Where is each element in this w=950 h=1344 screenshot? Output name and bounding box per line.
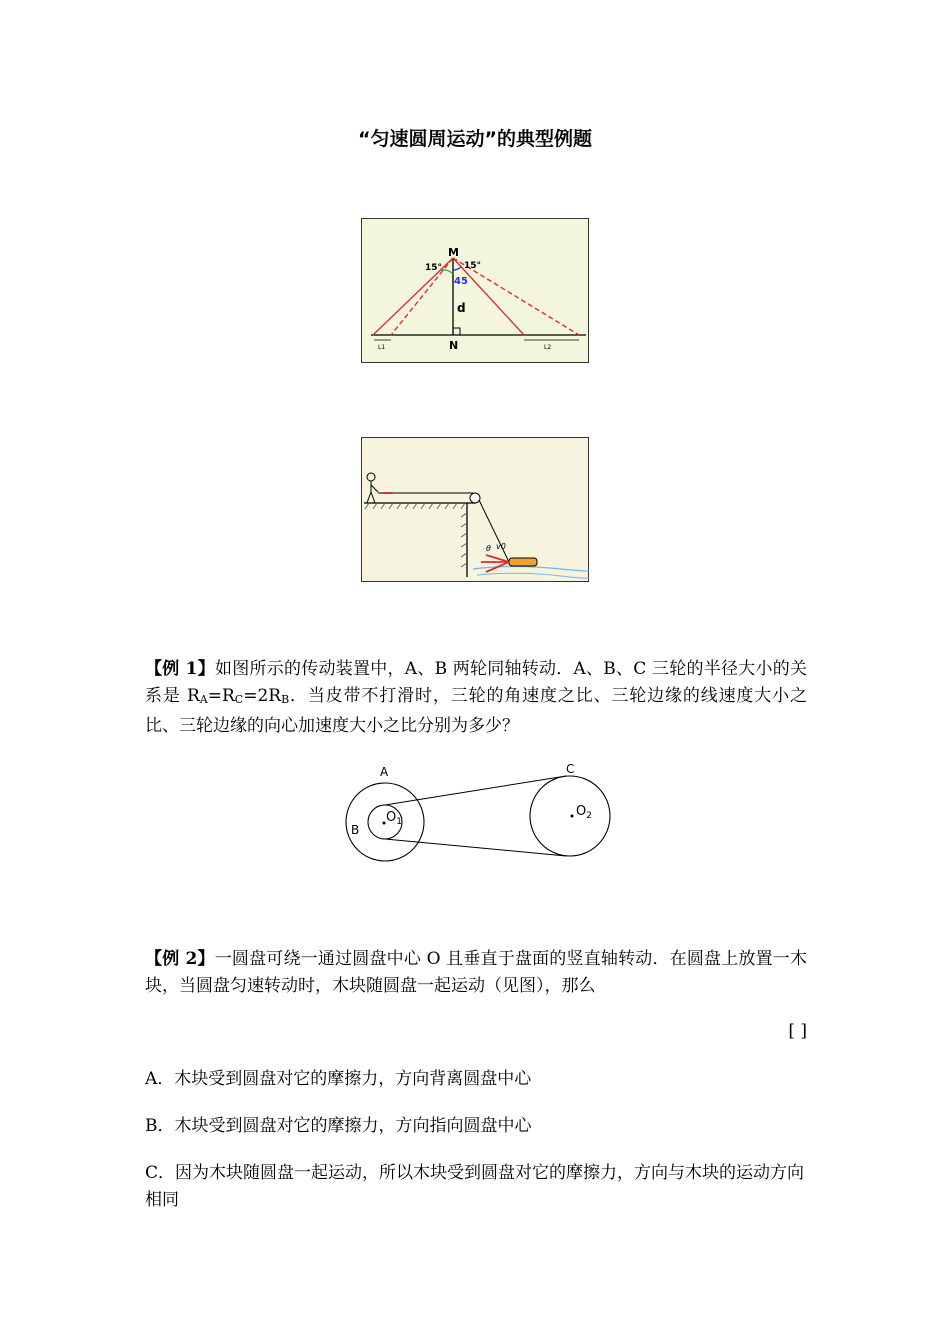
example-2-text: 【例 2】一圆盘可绕一通过圆盘中心 O 且垂直于盘面的竖直轴转动．在圆盘上放置一木块，当圆盘匀速转动时，木块随圆盘一起运动（见图），那么 <box>145 949 808 996</box>
label-angle-left: 15° <box>425 263 443 273</box>
example-1-tag: 【例 1】 <box>145 659 216 679</box>
example-1-text: 【例 1】如图所示的传动装置中，A、B 两轮同轴转动．A、B、C 三轮的半径大小的关系是 $R_A=R_C=2R_B$．当皮带不打滑时，三轮的角速度之比、三轮边缘的线速度大小之比、三轮边缘的向心加速度大小之比分别为多少？ <box>145 659 807 736</box>
page-title: “匀速圆周运动”的典型例题 <box>358 128 592 150</box>
figure-rope-boat <box>361 437 589 582</box>
label-o1: $O_1$ <box>386 810 402 827</box>
figure-reflection-diagram <box>361 218 589 363</box>
label-angle-mid: 45 <box>454 276 468 287</box>
option-c: C．因为木块随圆盘一起运动，所以木块受到圆盘对它的摩擦力，方向与木块的运动方向相同 <box>145 1163 805 1210</box>
label-v0: v0 <box>496 542 506 551</box>
wheel-c <box>530 776 610 856</box>
label-n: N <box>449 339 459 352</box>
label-c: C <box>566 762 575 776</box>
label-a: A <box>380 765 389 779</box>
option-b: B．木块受到圆盘对它的摩擦力，方向指向圆盘中心 <box>145 1116 532 1136</box>
label-b: B <box>351 823 360 837</box>
label-m: M <box>448 246 459 259</box>
label-l2: L2 <box>544 344 552 351</box>
option-a: A．木块受到圆盘对它的摩擦力，方向背离圆盘中心 <box>145 1069 532 1089</box>
center-o2 <box>571 815 574 818</box>
answer-bracket: [ ] <box>788 1021 807 1041</box>
label-theta: θ <box>486 544 491 553</box>
figure-belt-drive <box>340 760 615 870</box>
label-o2: $O_2$ <box>576 804 592 821</box>
example-2-tag: 【例 2】 <box>145 949 215 969</box>
pulley <box>470 493 480 503</box>
label-d: d <box>457 301 466 315</box>
label-l1: L1 <box>378 344 386 351</box>
label-angle-right: 15° <box>464 261 482 271</box>
boat <box>509 558 537 566</box>
